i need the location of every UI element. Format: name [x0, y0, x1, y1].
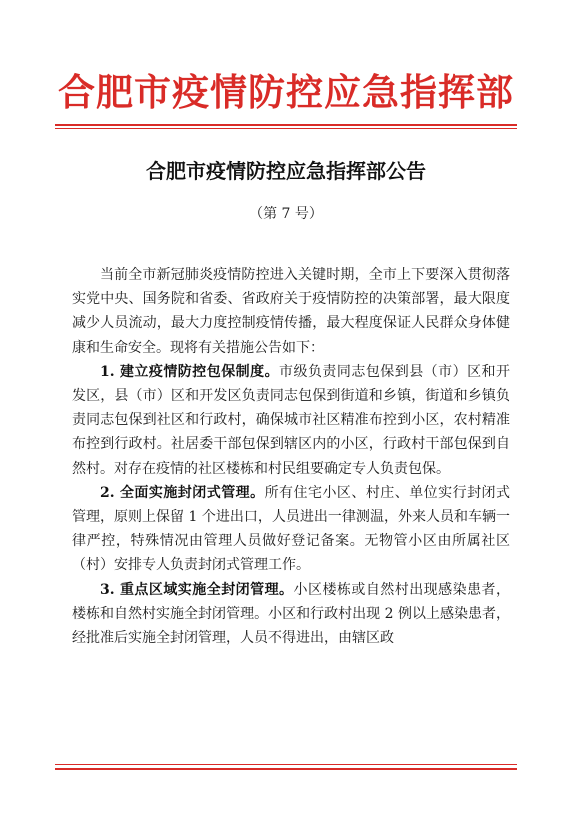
measure-text-2: 所有住宅小区、村庄、单位实行封闭式管理，原则上保留 1 个进出口，人员进出一律测温，外来人员和车辆一律严控，特殊情况由管理人员做好登记备案。无物管小区由所属社区（村）安排专人负责封闭式管理工作。 — [72, 484, 511, 574]
measure-paragraph-2 — [72, 481, 510, 578]
notice-title: 合肥市疫情防控应急指挥部公告 — [146, 159, 426, 183]
measure-text-3: 小区楼栋或自然村出现感染患者，楼栋和自然村实施全封闭管理。小区和行政村出现 2 例以上感染患者，经批准后实施全封闭管理，人员不得进出，由辖区政 — [72, 581, 510, 647]
measure-heading-2: 2. 全面实施封闭式管理。 — [100, 484, 265, 501]
measure-text-1: 市级负责同志包保到县（市）区和开发区，县（市）区和开发区负责同志包保到街道和乡镇，街道和乡镇负责同志包保到社区和行政村，确保城市社区精准布控到小区，农村精准布控到行政村。社居委干部包保到辖区内的小区，行政村干部包保到自然村。对存在疫情的社区楼栋和村民组要确定专人负责包保。 — [72, 363, 510, 477]
notice-number: （第 7 号） — [249, 206, 323, 222]
measure-paragraph-3 — [72, 578, 510, 651]
notice-body — [72, 263, 510, 650]
footer-rule-thick — [55, 768, 517, 770]
intro-paragraph: 当前全市新冠肺炎疫情防控进入关键时期，全市上下要深入贯彻落实党中央、国务院和省委、省政府关于疫情防控的决策部署，最大限度减少人员流动，最大力度控制疫情传播，最大程度保证人民群众身体健康和生命安全。现将有关措施公告如下： — [72, 267, 510, 356]
measure-paragraph-1 — [72, 360, 510, 481]
masthead-rule-thick — [55, 124, 517, 126]
masthead-rule-thin — [55, 128, 517, 129]
measure-heading-1: 1. 建立疫情防控包保制度。 — [100, 363, 280, 380]
footer-rule-thin — [55, 764, 517, 765]
masthead-title: 合肥市疫情防控应急指挥部 — [58, 71, 514, 114]
measure-heading-3: 3. 重点区域实施全封闭管理。 — [100, 581, 294, 598]
